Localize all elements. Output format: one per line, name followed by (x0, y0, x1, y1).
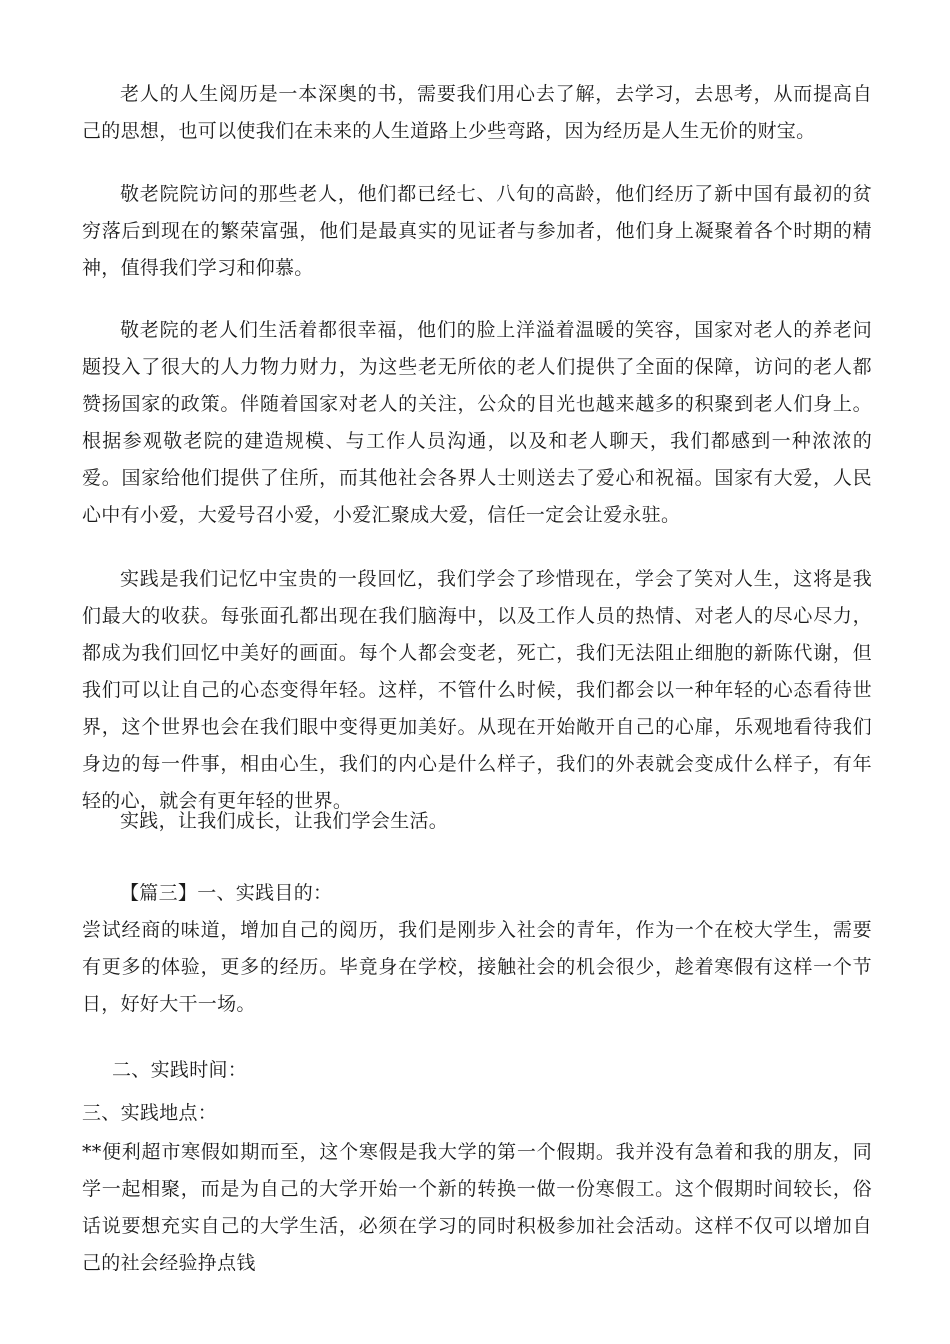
section-heading-practice-time: 二、实践时间： (112, 1059, 248, 1081)
paragraph-nursing-home-visit: 敬老院院访问的那些老人，他们都已经七、八旬的高龄，他们经历了新中国有最初的贫穷落后到现在的繁荣富强，他们是最真实的见证者与参加者，他们身上凝聚着各个时期的精神，值得我们学习和仰慕。 (82, 183, 872, 279)
paragraph-practice-purpose: 尝试经商的味道，增加自己的阅历，我们是刚步入社会的青年，作为一个在校大学生，需要有更多的体验，更多的经历。毕竟身在学校，接触社会的机会很少，趁着寒假有这样一个节日，好好大干一场。 (82, 919, 872, 1015)
paragraph-elderly-happiness: 敬老院的老人们生活着都很幸福，他们的脸上洋溢着温暖的笑容，国家对老人的养老问题投入了很大的人力物力财力，为这些老无所依的老人们提供了全面的保障，访问的老人都赞扬国家的政策。伴随着国家对老人的关注，公众的目光也越来越多的积聚到老人们身上。根据参观敬老院的建造规模、与工作人员沟通，以及和老人聊天，我们都感到一种浓浓的爱。国家给他们提供了住所，而其他社会各界人士则送去了爱心和祝福。国家有大爱，人民心中有小爱，大爱号召小爱，小爱汇聚成大爱，信任一定会让爱永驻。 (82, 319, 872, 526)
paragraph-winter-job: **便利超市寒假如期而至，这个寒假是我大学的第一个假期。我并没有急着和我的朋友，同学一起相聚，而是为自己的大学开始一个新的转换一做一份寒假工。这个假期时间较长，俗话说要想充实自己的大学生活，必须在学习的同时积极参加社会活动。这样不仅可以增加自己的社会经验挣点钱 (82, 1141, 872, 1274)
paragraph-practice-growth: 实践，让我们成长，让我们学会生活。 (120, 810, 449, 832)
paragraph-elderly-life-experience: 老人的人生阅历是一本深奥的书，需要我们用心去了解，去学习，去思考，从而提高自己的思想，也可以使我们在未来的人生道路上少些弯路，因为经历是人生无价的财宝。 (82, 83, 872, 142)
paragraph-practice-memory: 实践是我们记忆中宝贵的一段回忆，我们学会了珍惜现在，学会了笑对人生，这将是我们最大的收获。每张面孔都出现在我们脑海中，以及工作人员的热情、对老人的尽心尽力，都成为我们回忆中美好的画面。每个人都会变老，死亡，我们无法阻止细胞的新陈代谢，但我们可以让自己的心态变得年轻。这样，不管什么时候，我们都会以一种年轻的心态看待世界，这个世界也会在我们眼中变得更加美好。从现在开始敞开自己的心扉，乐观地看待我们身边的每一件事，相由心生，我们的内心是什么样子，我们的外表就会变成什么样子，有年轻的心，就会有更年轻的世界。 (82, 568, 872, 812)
section-heading-practice-location: 三、实践地点： (82, 1102, 218, 1124)
section-heading-part-three: 【篇三】一、实践目的： (120, 882, 333, 904)
